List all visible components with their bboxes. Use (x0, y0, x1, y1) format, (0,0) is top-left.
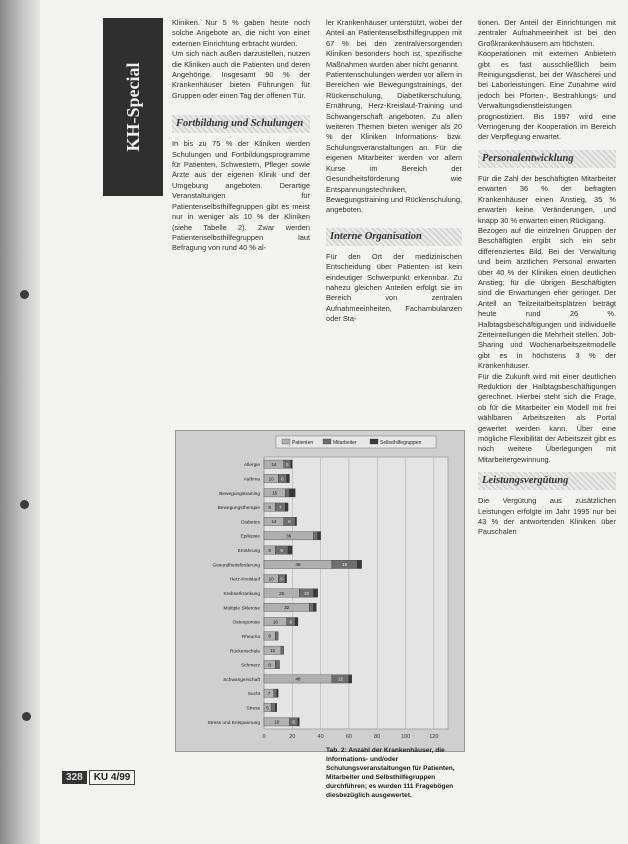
bar-value-label: 48 (295, 676, 301, 682)
bar-segment (289, 489, 295, 497)
bar-value-label: 25 (279, 590, 285, 596)
bar-segment (274, 689, 277, 697)
bar-value-label: 6 (292, 719, 295, 725)
bar-value-label: 14 (271, 461, 277, 467)
category-label: Schwangerschaft (223, 677, 260, 683)
bar-value-label: 5 (280, 576, 283, 582)
bar-segment (275, 660, 279, 668)
bar-value-label: 8 (268, 633, 271, 639)
category-label: Rheuma (241, 634, 260, 640)
x-tick-label: 40 (317, 734, 324, 740)
punch-hole (22, 712, 31, 721)
bar-segment (291, 460, 292, 468)
category-label: Osteoporose (232, 620, 260, 626)
paragraph: Für den Ort der medizinischen Entscheidung über Patienten ist kein eindeutiger Schwerpunkt erkennbar. Zu nahezu gleichen Anteilen erfolgt sie im Bereich von zentralen Aufnahmeeinheiten, Fachambulanzen oder Sta- (326, 251, 462, 324)
bar-value-label: 15 (272, 490, 278, 496)
issue-label: KU 4/99 (89, 770, 136, 785)
bar-value-label: 6 (289, 619, 293, 625)
paragraph: Kliniken. Nur 5 % gaben heute noch solche Angebote an, die nicht von einer externen Einrichtung erbracht wurden. (172, 18, 310, 48)
bar-value-label: 18 (342, 562, 348, 568)
category-label: Schmerz (241, 663, 260, 669)
bar-value-label: 8 (268, 547, 271, 553)
bar-segment (314, 589, 318, 597)
bar-value-label: 12 (269, 648, 276, 654)
bar-value-label: 10 (268, 576, 274, 582)
category-label: Stress (246, 706, 260, 712)
page-footer (62, 770, 135, 784)
section-heading: Leistungsvergütung (478, 472, 616, 490)
bar-segment (309, 603, 313, 611)
bar-value-label: 18 (274, 719, 280, 725)
bar-value-label: 7 (279, 504, 282, 510)
paragraph: Für die Zahl der beschäftigten Mitarbeiter erwarten 36 % der befragten Krankenhäuser einen Anstieg, 35 % erwarten keine Veränderungen, und knapp 30 % erwarten einen Rückgang. (478, 173, 616, 225)
bar-segment (271, 703, 275, 711)
legend-label: Mitarbeiter (333, 440, 357, 446)
bar-segment (357, 560, 361, 568)
bar-value-label: 10 (268, 476, 274, 482)
bar-value-label: 9 (280, 547, 283, 553)
bar-segment (314, 532, 318, 540)
category-label: Stress und Entspannung (207, 720, 260, 726)
bar-segment (277, 689, 278, 697)
category-label: Sucht (247, 692, 260, 698)
legend-swatch (282, 439, 290, 444)
legend-swatch (323, 439, 331, 444)
bar-segment (285, 575, 286, 583)
bar-value-label: 7 (267, 691, 271, 697)
legend-swatch (370, 439, 378, 444)
bar-segment (295, 617, 298, 625)
column-1 (172, 18, 310, 254)
category-label: Epilepsie (240, 534, 260, 540)
section-heading: Fortbildung und Schulungen (172, 115, 310, 133)
x-tick-label: 0 (262, 734, 266, 740)
category-label: Multiple Sklerose (223, 606, 260, 612)
bar-value-label: 8 (288, 519, 291, 525)
bar-segment (275, 703, 276, 711)
bar-segment (288, 546, 292, 554)
paragraph: Die Vergütung aus zusätzlichen Leistungen erfolgte im Jahr 1995 nur bei 43 % der antwortenden Kliniken über Pauschalen (478, 496, 616, 537)
bar-value-label: 48 (295, 562, 301, 568)
x-tick-label: 80 (374, 734, 381, 740)
x-tick-label: 120 (429, 734, 439, 740)
paragraph: In bis zu 75 % der Kliniken werden Schulungen und Fortbildungsprogramme für Patienten, Schwestern, Pfleger sowie Ärzte aus der eigenen Klinik und der Umgebung angeboten. Derartige Veranstaltungen für Patientenselbsthilfegruppen gibt es meist nur in weniger als 10 % der Kliniken (siehe Tabelle 2). Zwar werden Patientenselbsthilfegruppen laut Befragung von rund 40 % al- (172, 139, 310, 253)
bar-segment (314, 603, 317, 611)
bar-segment (281, 646, 284, 654)
paragraph: Bezogen auf die einzelnen Gruppen der Beschäftigten ergibt sich ein sehr differenziertes Bild. Bei der Verwaltung und beim ärztlichen Personal erwarten über 40 % der Kliniken einen deutlichen Anstieg; für die übrigen Beschäftigten sind die Erwartungen eher geringer. Der Anteil an Teilzeitarbeitsplätzen beträgt heute rund 26 %. Halbtagsbeschäftigungen und individuelle Zeiteinteilungen die Mehrheit stellen. Job-Sharing und Wochenarbeitszeitmodelle gibt es in höchstens 3 % der Krankenhäuser. (478, 225, 616, 371)
paragraph: Kooperationen mit externen Anbietern gibt es fast ausschließlich beim Reinigungsdienst, bei der Wäscherei und bei Laborleistungen. Eine Zunahme wird jedoch bei Pforten-, Bestrahlungs- und Verwaltungsdienstleistungen prognostiziert. Bis 1997 wird eine Verringerung der Kooperation im Bereich der Verpflegung erwartet. (478, 49, 616, 142)
bar-chart (176, 431, 464, 751)
bar-segment (285, 503, 288, 511)
x-tick-label: 20 (289, 734, 296, 740)
bar-value-label: 5 (286, 461, 289, 467)
bar-segment (287, 474, 290, 482)
paragraph: tionen. Der Anteil der Einrichtungen mit zentraler Aufnahmeeinheit ist bei den Großkrankenhäusern am höchsten. (478, 18, 616, 48)
legend-label: Selbsthilfegruppen (380, 440, 422, 446)
bar-value-label: 8 (268, 504, 271, 510)
bar-value-label: 32 (284, 605, 290, 611)
section-tab (103, 18, 163, 196)
bar-value-label: 16 (272, 619, 278, 625)
figure-caption: Tab. 2: Anzahl der Krankenhäuser, die Informations- und/oder Schulungsveranstaltungen für Patienten, Mitarbeiter und Selbsthilfegruppen durchführen; es wurden 111 Fragebögen diesbezüglich ausgewertet. (326, 747, 455, 799)
punch-hole (20, 290, 29, 299)
punch-hole (20, 500, 29, 509)
category-label: Rückenschule (229, 649, 260, 655)
bar-segment (295, 517, 296, 525)
category-label: Krebserkrankung (223, 592, 260, 597)
bar-segment (298, 718, 299, 726)
section-tab-label: KH-Special (123, 62, 143, 152)
legend-label: Patienten (292, 440, 314, 446)
category-label: Herz-Kreislauf (229, 577, 260, 583)
bar-value-label: 8 (268, 662, 271, 668)
category-label: Bewegungstherapie (217, 506, 260, 512)
category-label: Bewegungstraining (219, 491, 260, 497)
bar-segment (318, 532, 321, 540)
section-heading: Personalentwicklung (478, 150, 616, 168)
bar-value-label: 14 (271, 519, 277, 525)
paragraph: Um sich nach außen darzustellen, nutzen die Kliniken auch die Patienten und deren Angehörige. Insgesamt 90 % der Krankenhäuser bieten Führungen für Gruppen oder einen Tag der offenen Tür. (172, 49, 310, 100)
category-label: Asthma (243, 477, 260, 483)
paragraph: Patientenschulungen werden vor allem in Bereichen wie Bewegungstrainings, der Rückenschulung, Diabetikerschulung, Ernährung, Herz-Kreislauf-Training und Schwangerschaft angeboten. Zu allen weiteren Themen bieten weniger als 20 % der Kliniken Informations- bzw. Schulungsveranstaltungen an. Für die eigenen Mitarbeiter werden vor allem Kurse im Bereich der Gesundheitsförderung wie Entspannungstechniken, Bewegungstraining und Rückenschulung, angeboten. (326, 70, 462, 215)
bar-segment (275, 632, 278, 640)
bar-chart-figure (175, 430, 465, 752)
bar-value-label: 35 (286, 533, 292, 539)
paragraph: Für die Zukunft wird mit einer deutlichen Reduktion der Halbtagsbeschäftigungen gerechnet. Hierbei steht sich die Frage, ob für die Mitarbeiter ein Modell mit frei wählbaren Arbeitszeiten als Portal gewertet werden kann. Über eine mögliche Flexibilität der Arbeitszeit gibt es noch weitere Überlegungen mit Mitarbeitergewinnung. (478, 371, 616, 464)
column-2 (326, 18, 462, 325)
bar-value-label: 12 (337, 676, 343, 682)
category-label: Ernährung (237, 549, 260, 555)
page-number: 328 (62, 771, 87, 784)
x-tick-label: 100 (400, 734, 411, 740)
bar-value-label: 10 (303, 590, 309, 596)
page-edge-shadow (0, 0, 40, 844)
bar-segment (349, 675, 352, 683)
category-label: Allergie (244, 463, 260, 469)
bar-value-label: 5 (266, 705, 269, 711)
x-tick-label: 60 (345, 734, 352, 740)
column-3 (478, 18, 616, 538)
category-label: Gesundheitsförderung (212, 563, 260, 569)
category-label: Diabetes (241, 520, 260, 526)
bar-value-label: 6 (281, 476, 284, 482)
section-heading: Interne Organisation (326, 228, 462, 246)
paragraph: ler Krankenhäuser unterstützt, wobei der Anteil an Patientenselbsthilfegruppen mit 67 % bei den zentralversorgenden Kliniken besonders hoch ist, spezifische Maßnahmen wurden aber nicht genannt. (326, 18, 462, 69)
bar-segment (285, 489, 289, 497)
